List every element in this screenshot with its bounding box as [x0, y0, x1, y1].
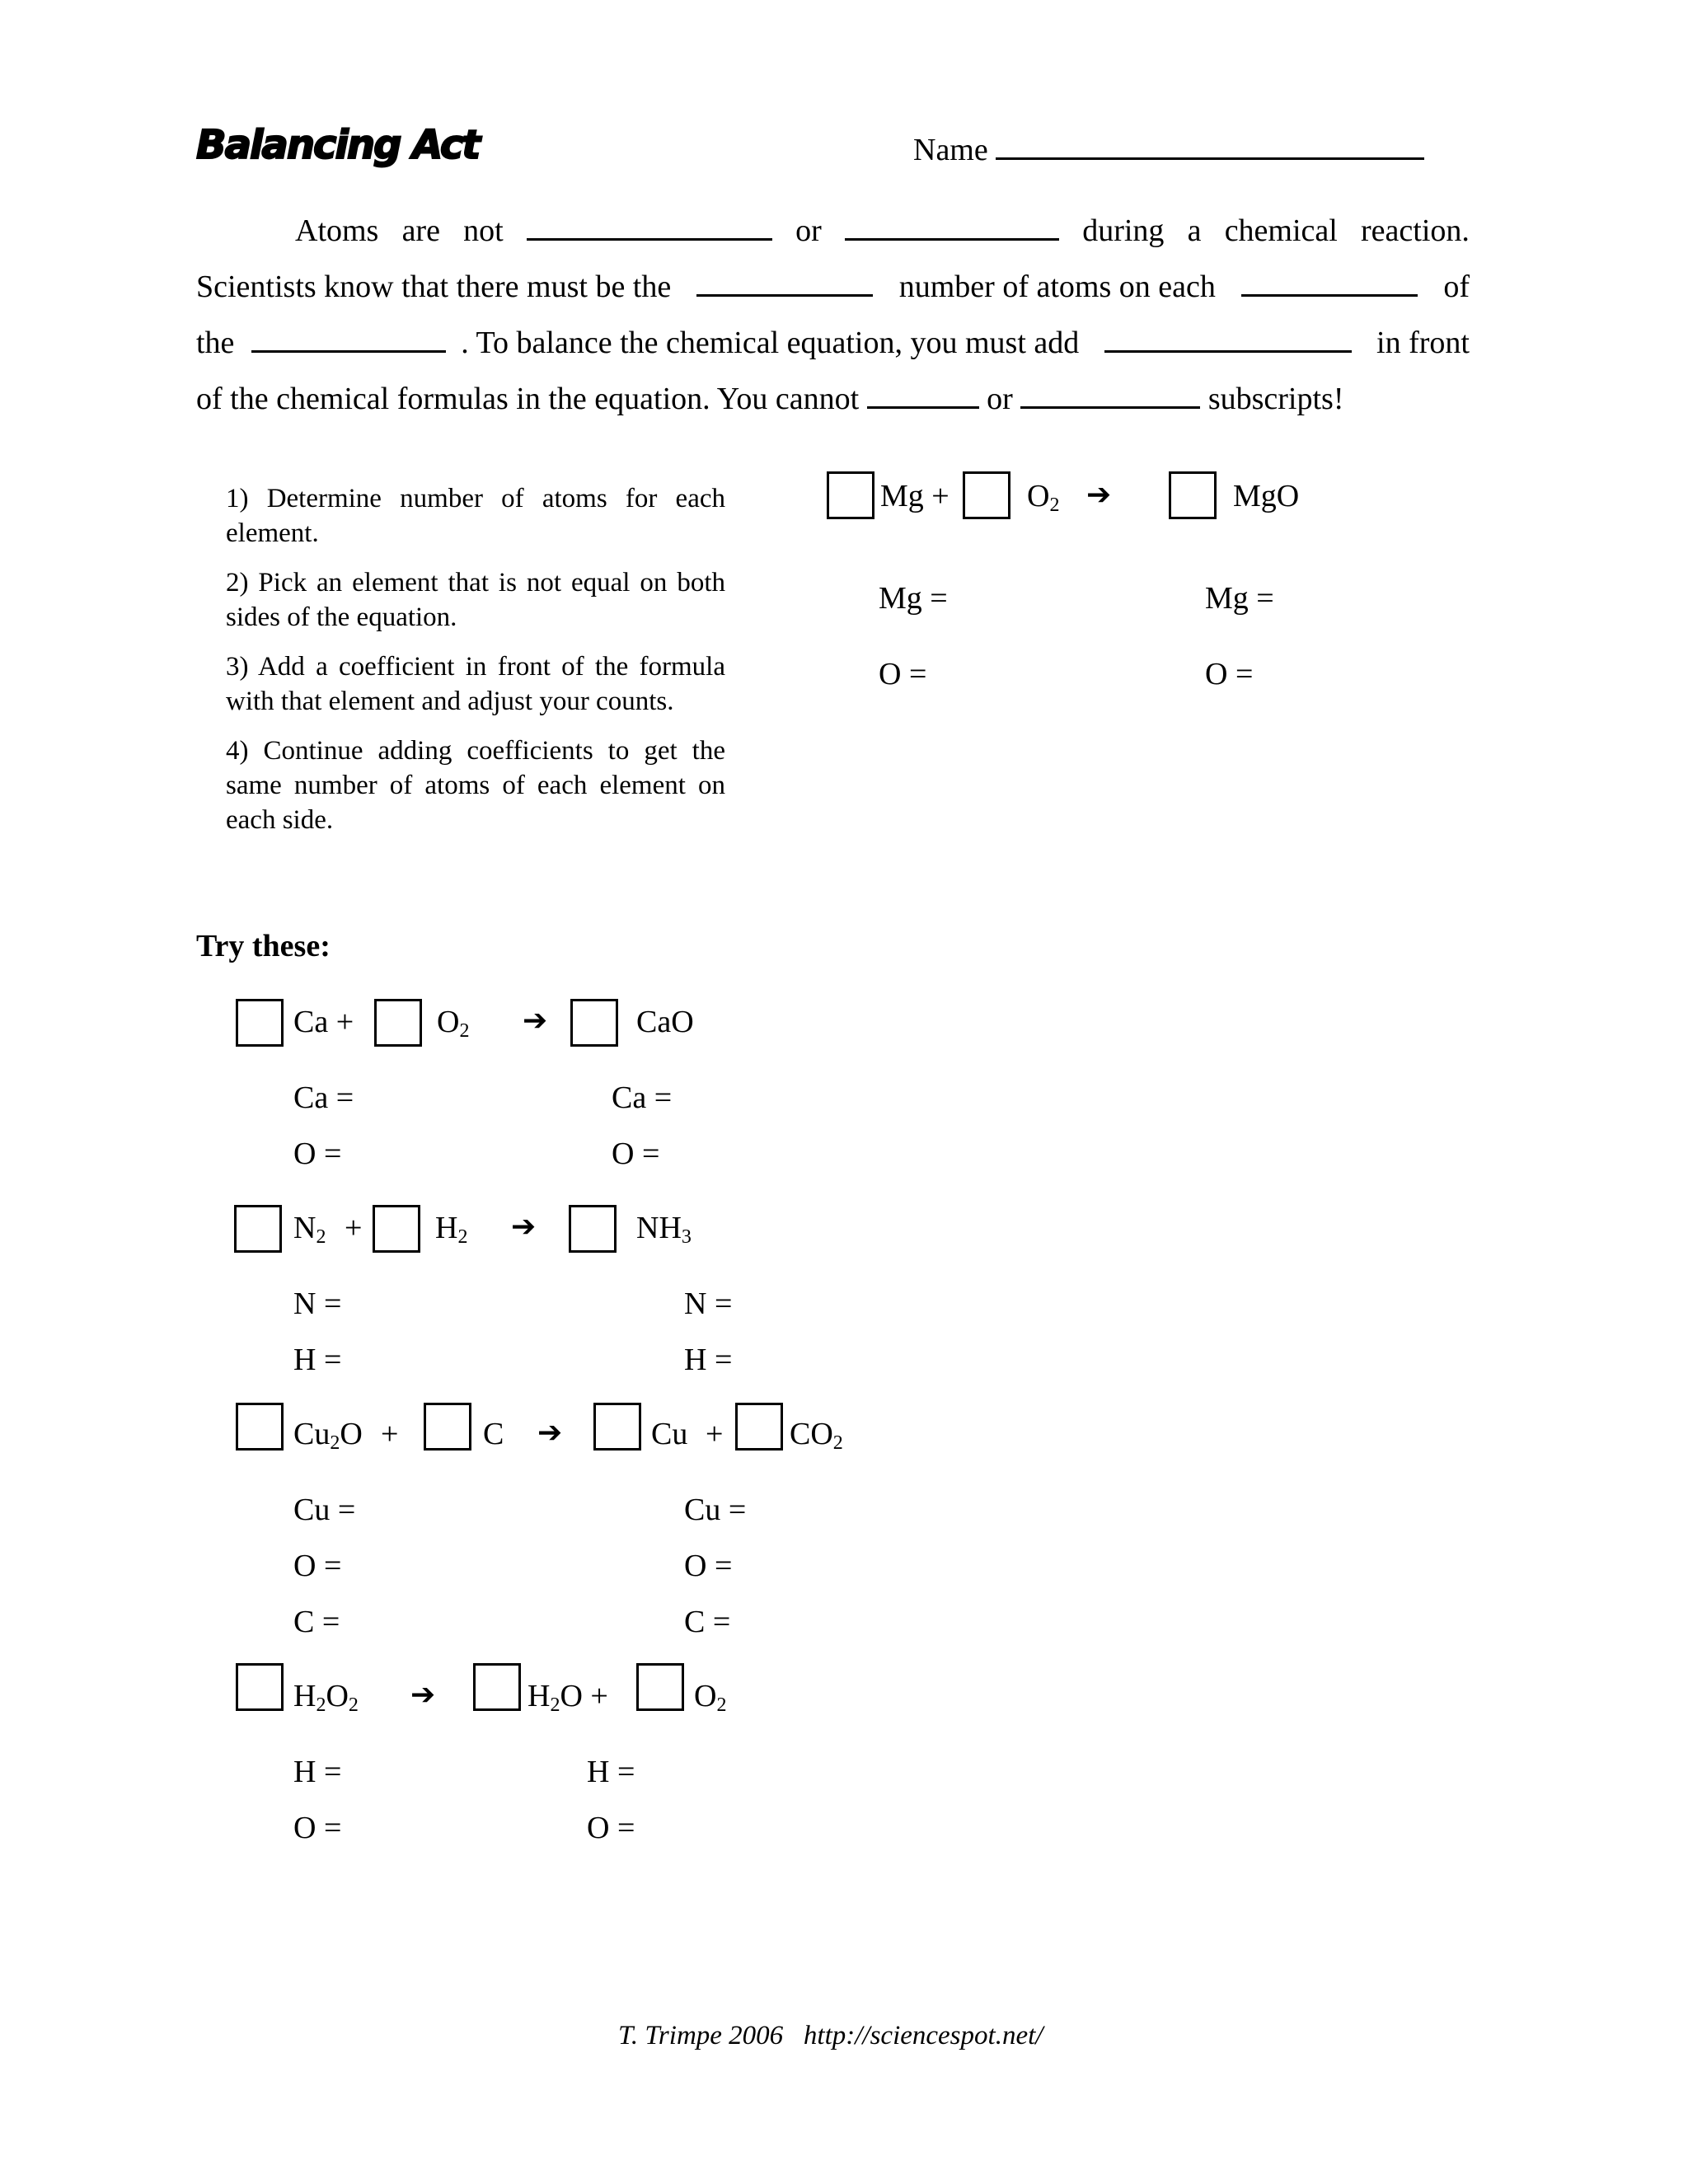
intro-line-1: Atoms are not or during a chemical reaction.	[295, 213, 1470, 248]
intro-paragraph	[196, 213, 1470, 443]
blank-1[interactable]	[527, 213, 772, 241]
try-these-heading: Try these:	[196, 929, 331, 963]
blank-7[interactable]	[867, 382, 979, 409]
steps-list	[226, 481, 725, 852]
coefficient-box[interactable]	[236, 1403, 284, 1451]
name-blank[interactable]	[996, 133, 1424, 160]
coefficient-box[interactable]	[963, 471, 1010, 519]
coefficient-box[interactable]	[827, 471, 874, 519]
coefficient-box[interactable]	[570, 999, 618, 1047]
blank-3[interactable]	[696, 269, 873, 297]
blank-8[interactable]	[1020, 382, 1200, 409]
step-1: 1) Determine number of atoms for each element.	[226, 484, 725, 548]
coefficient-box[interactable]	[735, 1403, 783, 1451]
arrow-icon: ➔	[1086, 478, 1112, 512]
coefficient-box[interactable]	[374, 999, 422, 1047]
blank-4[interactable]	[1241, 269, 1418, 297]
coefficient-box[interactable]	[569, 1205, 617, 1253]
coefficient-box[interactable]	[236, 999, 284, 1047]
coefficient-box[interactable]	[1169, 471, 1217, 519]
blank-2[interactable]	[845, 213, 1059, 241]
arrow-icon: ➔	[537, 1416, 563, 1450]
coefficient-box[interactable]	[473, 1663, 521, 1711]
step-3: 3) Add a coefficient in front of the formula with that element and adjust your counts.	[226, 652, 725, 716]
coefficient-box[interactable]	[424, 1403, 471, 1451]
coefficient-box[interactable]	[636, 1663, 684, 1711]
intro-line-2: Scientists know that there must be the number of atoms on each of	[196, 269, 1470, 304]
arrow-icon: ➔	[410, 1678, 436, 1712]
coefficient-box[interactable]	[234, 1205, 282, 1253]
coefficient-box[interactable]	[236, 1663, 284, 1711]
footer-credit: T. Trimpe 2006 http://sciencespot.net/	[618, 2021, 1043, 2050]
worksheet-title: Balancing Act	[196, 122, 480, 168]
name-label: Name	[913, 132, 1424, 168]
blank-6[interactable]	[1104, 326, 1352, 353]
intro-line-3: the . To balance the chemical equation, you must add in front	[196, 326, 1470, 360]
arrow-icon: ➔	[511, 1210, 537, 1244]
blank-5[interactable]	[251, 326, 446, 353]
coefficient-box[interactable]	[373, 1205, 420, 1253]
arrow-icon: ➔	[523, 1004, 548, 1038]
step-2: 2) Pick an element that is not equal on both sides of the equation.	[226, 568, 725, 632]
intro-line-4: of the chemical formulas in the equation. You cannot or subscripts!	[196, 382, 1344, 416]
step-4: 4) Continue adding coefficients to get the same number of atoms of each element on each side.	[226, 736, 725, 835]
coefficient-box[interactable]	[593, 1403, 641, 1451]
